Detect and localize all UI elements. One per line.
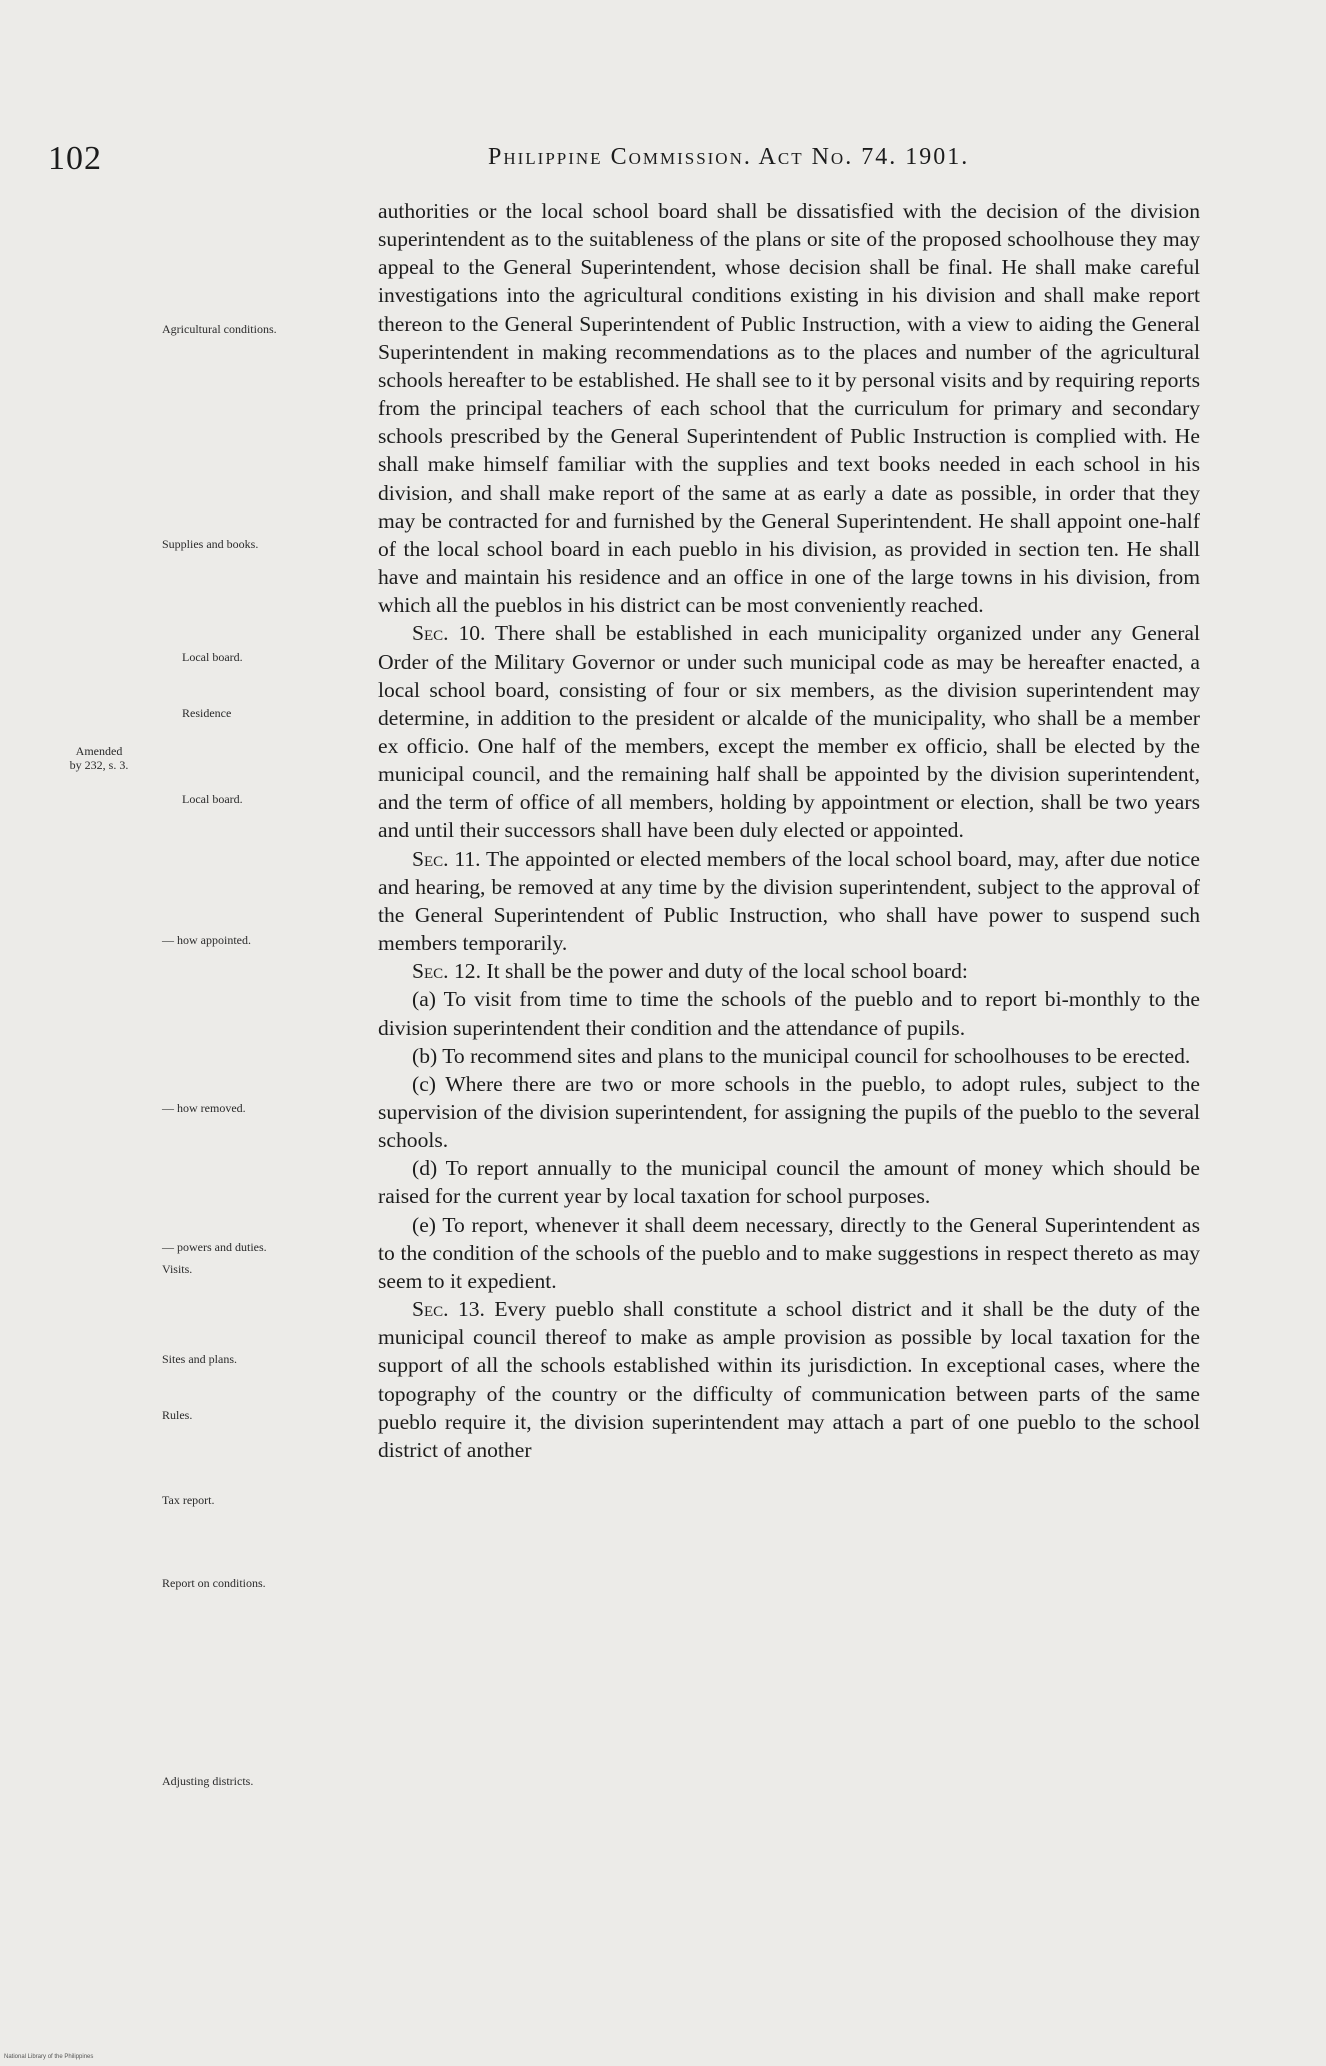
clause-c [378,1070,1200,1154]
clause-e-label: (e) [412,1212,436,1237]
margin-note-tax: Tax report. [162,1493,215,1507]
margin-note-adjusting: Adjusting districts. [162,1774,254,1788]
margin-note-local-board: Local board. [182,650,243,664]
margin-note-residence: Residence [182,706,232,720]
section-13-text: Every pueblo shall constitute a school district and it shall be the duty of the municipal council thereof to make as ample provision as possible by local taxation for the support of all the schools established within its jurisdiction. In exceptional cases, where the topography of the country or the difficulty of communication between parts of the same pueblo require it, the division superintendent may attach a part of one pueblo to the school district of another [378,1297,1201,1462]
section-12 [378,957,1200,985]
section-10-text: There shall be established in each municipality organized under any General Order of the Military Governor or under such municipal code as may be hereafter enacted, a local school board, consisting of four or six members, as the division superintendent may determine, in addition to the president or alcalde of the municipality, who shall be a member ex officio. One half of the members, except the member ex officio, shall be elected by the municipal council, and the remaining half shall be appointed by the division superintendent, and the term of office of all members, holding by appointment or election, shall be two years and until their successors shall have been duly elected or appointed. [378,621,1200,843]
margin-note-local-board-2: Local board. [182,792,243,806]
margin-note-rules: Rules. [162,1408,193,1422]
amended-line-2: by 232, s. 3. [69,758,129,772]
clause-d [378,1154,1200,1210]
clause-e [378,1211,1200,1295]
margin-note-report: Report on conditions. [162,1576,266,1590]
section-13-label: Sec. 13. [412,1297,485,1322]
clause-e-text: To report, whenever it shall deem necessary, directly to the General Superintendent as to the condition of the schools of the pueblo and to make suggestions in respect thereto as may seem to it expedient. [378,1212,1200,1293]
section-10-label: Sec. 10. [412,621,486,646]
clause-c-text: Where there are two or more schools in the pueblo, to adopt rules, subject to the supervision of the division superintendent, for assigning the pupils of the pueblo to the several schools. [378,1071,1201,1153]
section-11 [378,845,1200,958]
section-11-text: The appointed or elected members of the local school board, may, after due notice and hearing, be removed at any time by the division superintendent, subject to the approval of the General Superintendent of Public Instruction, who shall have power to suspend such members temporarily. [378,846,1200,956]
clause-b [378,1042,1200,1070]
section-12-label: Sec. 12. [412,959,481,984]
page-number: 102 [48,140,102,177]
clause-d-text: To report annually to the municipal council the amount of money which should be raised for the current year by local taxation for school purposes. [378,1156,1200,1209]
page-header [0,140,1326,180]
body-text [378,197,1200,1464]
margin-note-powers: — powers and duties. [162,1240,267,1254]
section-10 [378,619,1200,844]
section-11-label: Sec. 11. [412,846,481,871]
margin-note-sites: Sites and plans. [162,1352,237,1366]
clause-a [378,985,1200,1041]
clause-a-text: To visit from time to time the schools of the pueblo and to report bi-monthly to the division superintendent their condition and the attendance of pupils. [378,987,1200,1040]
clause-b-label: (b) [412,1043,438,1068]
clause-c-label: (c) [412,1071,436,1096]
margin-note-how-appointed: — how appointed. [162,933,251,947]
section-12-text: It shall be the power and duty of the local school board: [486,959,968,984]
margin-note-how-removed: — how removed. [162,1101,246,1115]
paragraph-continued: authorities or the local school board shall be dissatisfied with the decision of the division superintendent as to the suitableness of the plans or site of the proposed schoolhouse they may appeal to the General Superintendent, whose decision shall be final. He shall make careful investigations into the agricultural conditions existing in his division and shall make report thereon to the General Superintendent of Public Instruction, with a view to aiding the General Superintendent in making recommendations as to the places and number of the agricultural schools hereafter to be established. He shall see to it by personal visits and by requiring reports from the principal teachers of each school that the curriculum for primary and secondary schools prescribed by the General Superintendent of Public Instruction is complied with. He shall make himself familiar with the supplies and text books needed in each school in his division, and shall make report of the same at as early a date as possible, in order that they may be contracted for and furnished by the General Superintendent. He shall appoint one-half of the local school board in each pueblo in his division, as provided in section ten. He shall have and maintain his residence and an office in one of the large towns in his division, from which all the pueblos in his district can be most conveniently reached. [378,199,1200,618]
section-13 [378,1295,1200,1464]
margin-note-amended [34,744,164,772]
margin-note-supplies: Supplies and books. [162,537,259,551]
clause-b-text: To recommend sites and plans to the municipal council for schoolhouses to be erected. [442,1043,1191,1068]
running-head: Philippine Commission. Act No. 74. 1901. [488,144,970,170]
margin-note-agricultural: Agricultural conditions. [162,322,277,336]
footer-credit: National Library of the Philippines [4,2054,94,2060]
clause-d-label: (d) [412,1156,438,1181]
margin-note-visits: Visits. [162,1262,193,1276]
clause-a-label: (a) [412,987,436,1012]
amended-line-1: Amended [75,744,123,758]
